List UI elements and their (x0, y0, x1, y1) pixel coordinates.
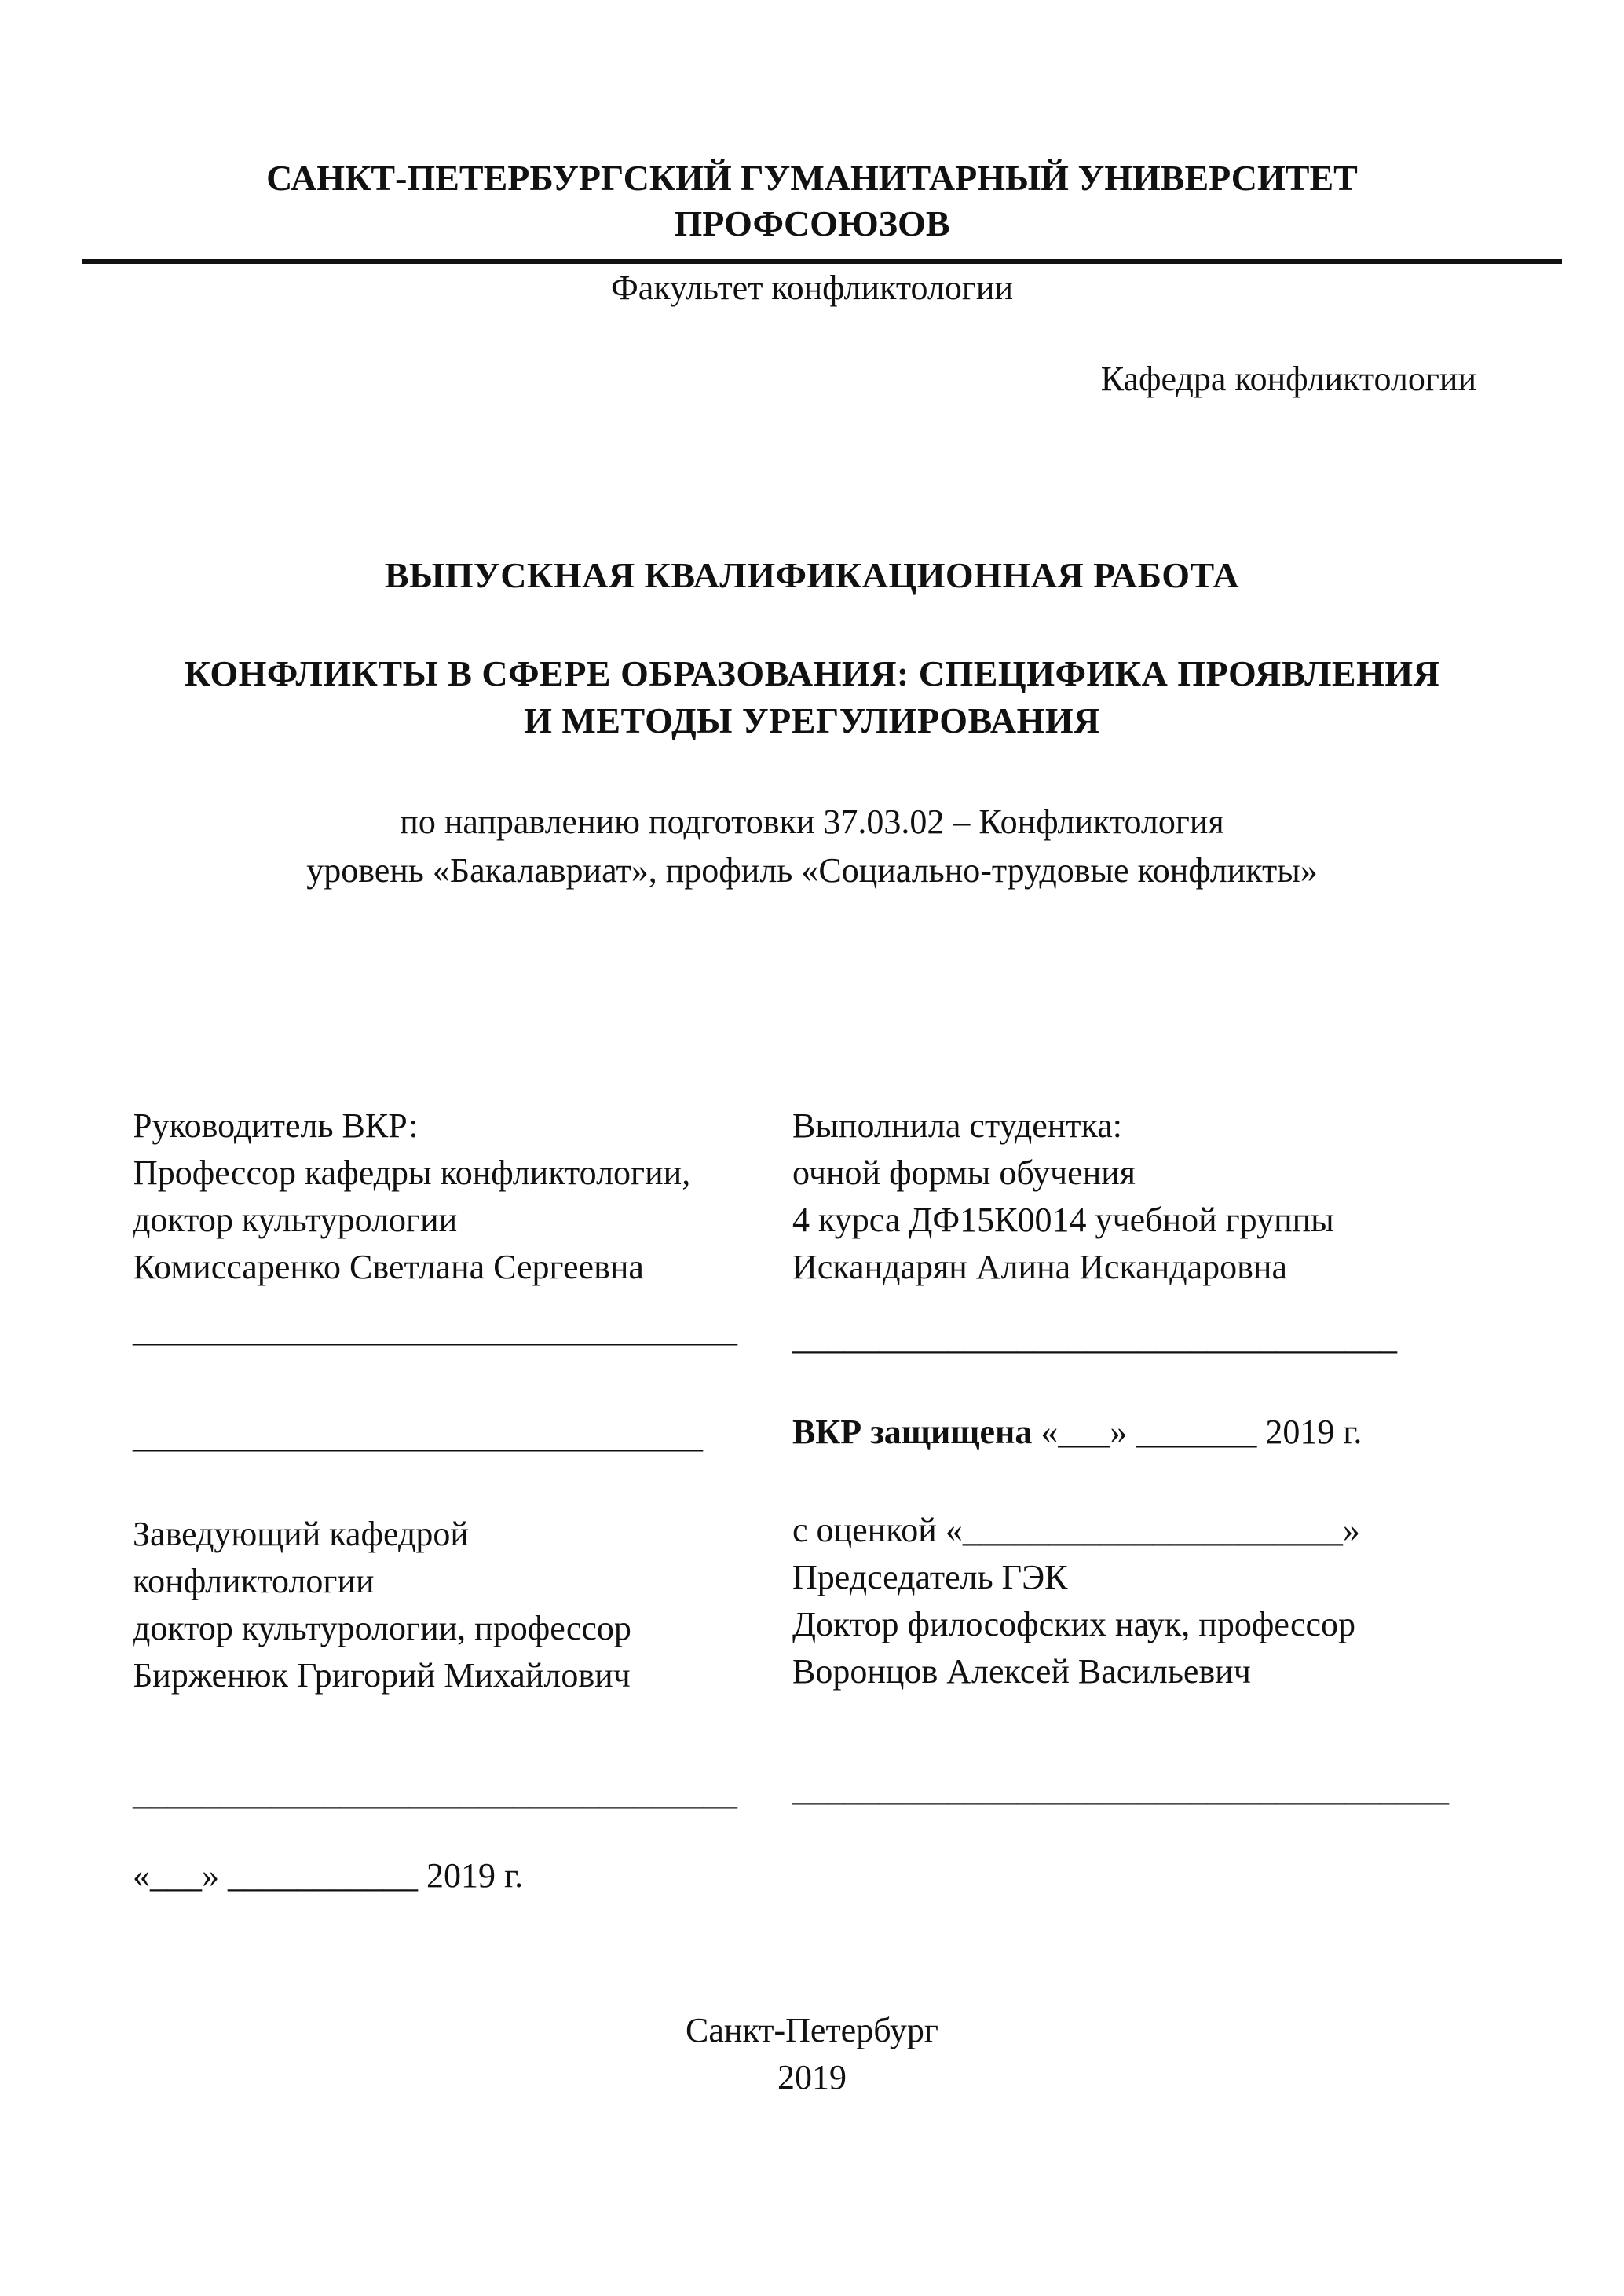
defense-statement (792, 1409, 1531, 1456)
supervisor-signature-line: ___________________________________ (133, 1311, 737, 1349)
defense-date-blank: «___» _______ 2019 г. (1041, 1413, 1362, 1451)
head-title-line-2: конфликтологии (133, 1562, 375, 1600)
head-degree: доктор культурологии, профессор (133, 1609, 631, 1647)
head-name: Бирженюк Григорий Михайлович (133, 1656, 631, 1695)
student-column (792, 1102, 1531, 1813)
program-level: уровень «Бакалавриат», профиль «Социально-трудовые конфликты» (306, 851, 1318, 890)
chairman-degree: Доктор философских наук, профессор (792, 1605, 1356, 1643)
university-name (0, 155, 1624, 247)
chairman-name: Воронцов Алексей Васильевич (792, 1652, 1251, 1691)
university-name-line-1: САНКТ-ПЕТЕРБУРГСКИЙ ГУМАНИТАРНЫЙ УНИВЕРСИТЕТ (266, 158, 1358, 198)
head-date-line: «___» ___________ 2019 г. (133, 1856, 524, 1895)
supervisor-role-label: Руководитель ВКР: (133, 1106, 419, 1145)
footer (0, 2007, 1624, 2101)
head-title-line-1: Заведующий кафедрой (133, 1515, 469, 1553)
head-extra-signature-line: _________________________________ (133, 1417, 703, 1455)
thesis-title (0, 650, 1624, 744)
department-name: Кафедра конфликтологии (1100, 360, 1476, 398)
student-role-label: Выполнила студентка: (792, 1106, 1122, 1145)
student-signature-line: ___________________________________ (792, 1318, 1397, 1357)
supervisor-column (133, 1102, 777, 1899)
student-name: Искандарян Алина Искандаровна (792, 1248, 1288, 1286)
student-study-form: очной формы обучения (792, 1153, 1136, 1192)
student-group: 4 курса ДФ15К0014 учебной группы (792, 1201, 1334, 1239)
footer-year: 2019 (777, 2058, 847, 2097)
work-type-heading: ВЫПУСКНАЯ КВАЛИФИКАЦИОННАЯ РАБОТА (384, 555, 1240, 595)
supervisor-position-line-2: доктор культурологии (133, 1201, 458, 1239)
footer-city: Санкт-Петербург (686, 2011, 938, 2049)
supervisor-position-line-1: Профессор кафедры конфликтологии, (133, 1153, 691, 1192)
program-direction: по направлению подготовки 37.03.02 – Конфликтология (400, 803, 1224, 841)
thesis-title-line-2: И МЕТОДЫ УРЕГУЛИРОВАНИЯ (524, 700, 1100, 740)
chairman-title: Председатель ГЭК (792, 1558, 1068, 1596)
defense-grade-line: с оценкой «______________________» (792, 1511, 1360, 1549)
thesis-title-line-1: КОНФЛИКТЫ В СФЕРЕ ОБРАЗОВАНИЯ: СПЕЦИФИКА ПРОЯВЛЕНИЯ (184, 653, 1440, 693)
faculty-name: Факультет конфликтологии (610, 269, 1013, 307)
university-name-line-2: ПРОФСОЮЗОВ (674, 203, 950, 243)
chairman-signature-line: ______________________________________ (792, 1770, 1449, 1808)
head-signature-line: ___________________________________ (133, 1774, 737, 1812)
defense-label: ВКР защищена (792, 1413, 1033, 1451)
program-info (0, 798, 1624, 895)
header-divider-rule (82, 259, 1562, 264)
supervisor-name: Комиссаренко Светлана Сергеевна (133, 1248, 644, 1286)
